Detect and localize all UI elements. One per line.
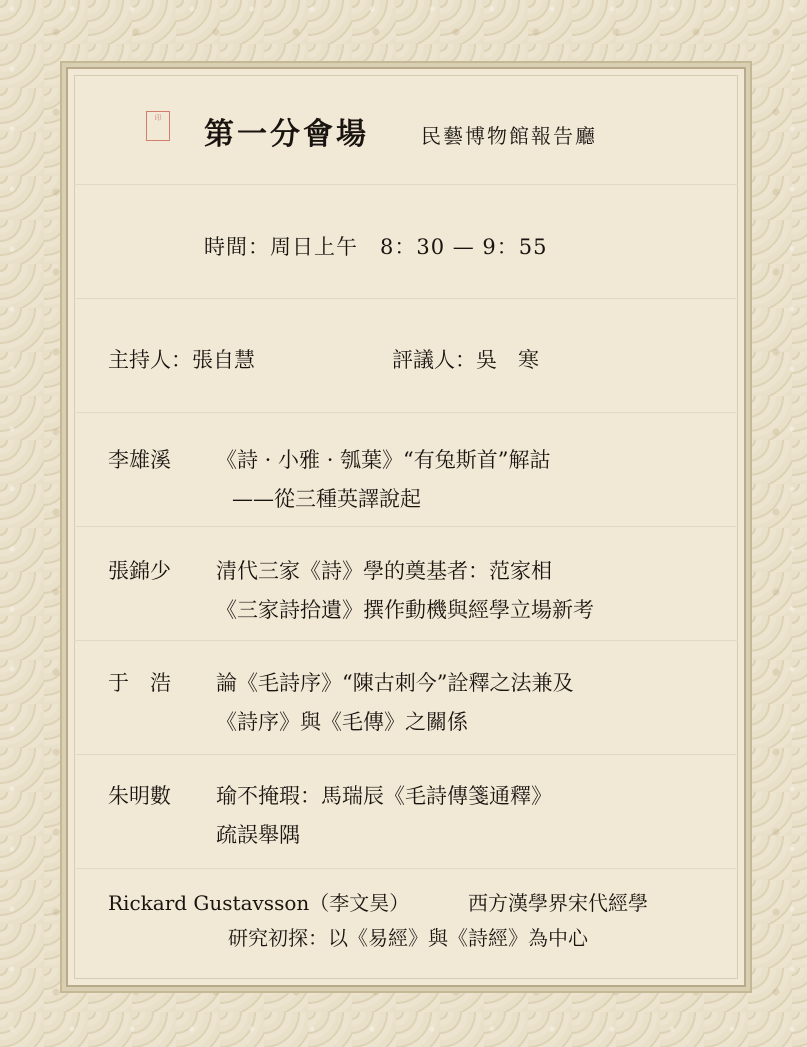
- inner-border: [74, 75, 738, 979]
- red-seal-stamp: 印: [146, 111, 170, 141]
- session-venue: 民藝博物館報告廳: [421, 124, 597, 148]
- speaker-name: 李雄溪: [108, 448, 171, 472]
- talk-title-line1: 西方漢學界宋代經學: [468, 891, 648, 915]
- session-title: 第一分會場: [204, 117, 369, 152]
- talk-title-line2: 《詩序》與《毛傳》之關係: [216, 710, 468, 734]
- moderators-row: [108, 344, 708, 374]
- session-time: 時間：周日上午 8：30 — 9：55: [204, 235, 548, 259]
- divider: [74, 184, 738, 185]
- talk-title-line2: ——從三種英譯說起: [232, 487, 421, 511]
- talk-title-line1: 論《毛詩序》“陳古刺今”詮釋之法兼及: [216, 671, 574, 695]
- discussant: 評議人：吳 寒: [392, 348, 539, 372]
- divider: [74, 298, 738, 299]
- divider: [74, 412, 738, 413]
- divider: [74, 868, 738, 869]
- talk-title-line1: 瑜不掩瑕：馬瑞辰《毛詩傳箋通釋》: [216, 784, 552, 808]
- host: 主持人：張自慧: [108, 348, 255, 372]
- talk-title-line2: 研究初探：以《易經》與《詩經》為中心: [228, 926, 588, 950]
- speaker-name: 于 浩: [108, 671, 171, 695]
- talk-title-line2: 疏誤舉隅: [216, 823, 300, 847]
- speaker-name: Rickard Gustavsson（李文昊）: [108, 891, 410, 915]
- talk-title-line1: 《詩 · 小雅 · 瓠葉》“有兔斯首”解詁: [216, 448, 551, 472]
- speaker-name: 朱明數: [108, 784, 171, 808]
- divider: [74, 754, 738, 755]
- divider: [74, 640, 738, 641]
- program-panel: [66, 67, 746, 987]
- speaker-name: 張錦少: [108, 559, 171, 583]
- talk-title-line1: 清代三家《詩》學的奠基者：范家相: [216, 559, 552, 583]
- talk-title-line2: 《三家詩拾遺》撰作動機與經學立場新考: [216, 598, 594, 622]
- divider: [74, 526, 738, 527]
